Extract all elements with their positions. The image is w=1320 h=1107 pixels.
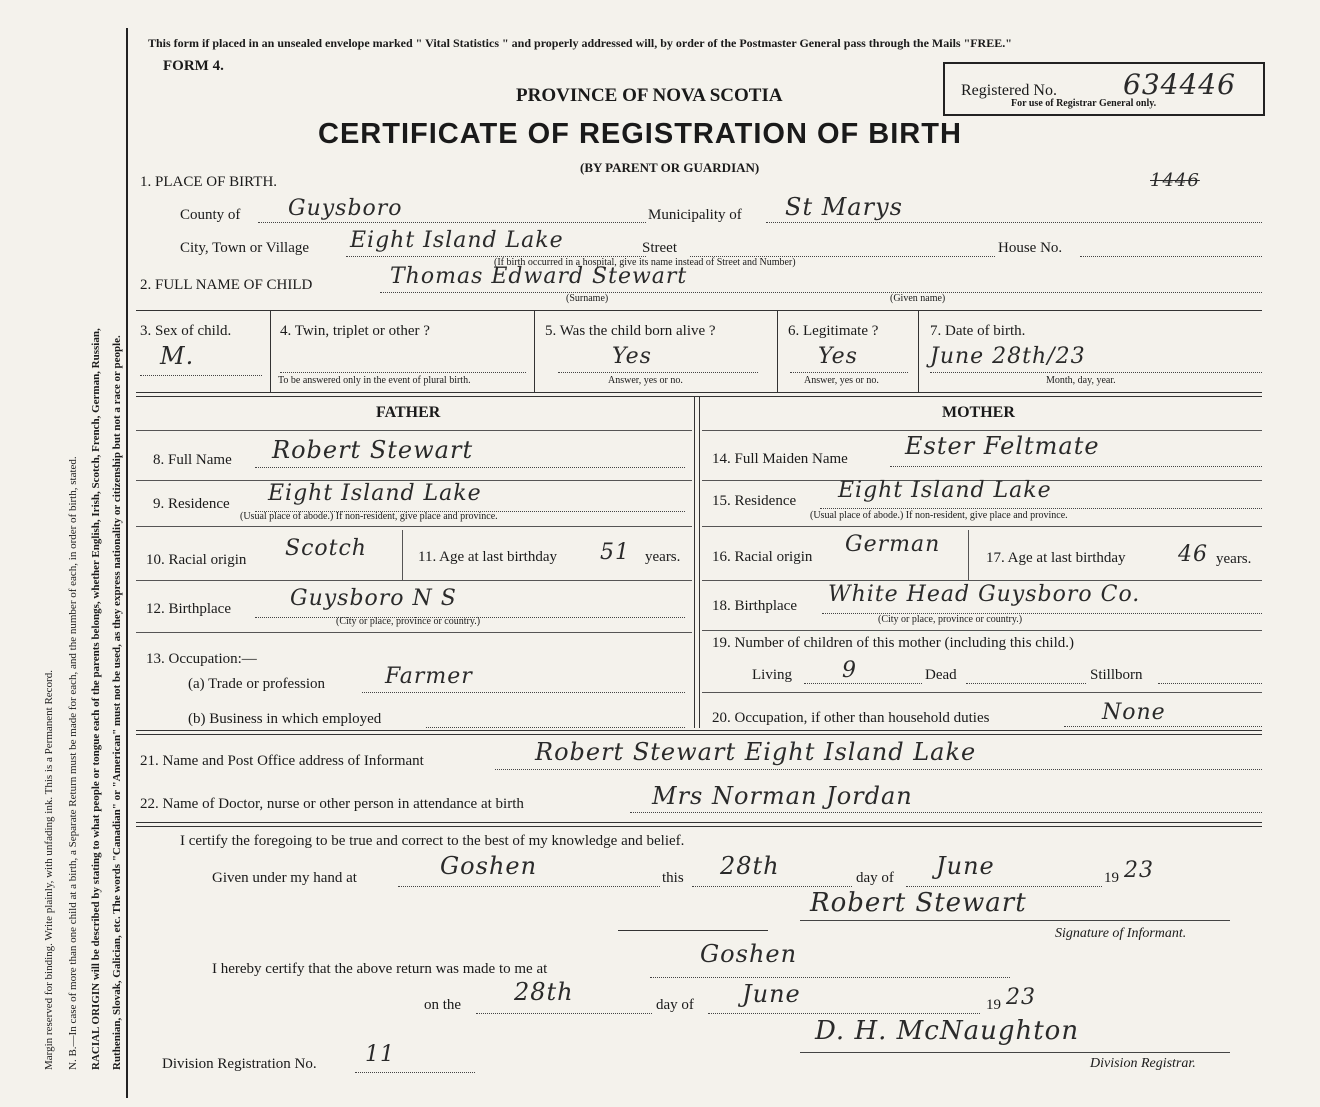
father-birthplace-label: 12. Birthplace (146, 601, 231, 617)
mother-occupation-label: 20. Occupation, if other than household duties (712, 710, 990, 726)
county-value: Guysboro (288, 196, 403, 221)
margin-note-1: Margin reserved for binding. Write plainly, with unfading ink. This is a Permanent Record. (43, 670, 55, 1070)
page-title: CERTIFICATE OF REGISTRATION OF BIRTH (318, 118, 962, 150)
registrar-day-value: 28th (514, 978, 574, 1006)
father-residence-value: Eight Island Lake (268, 481, 482, 506)
mother-residence-value: Eight Island Lake (838, 478, 1052, 503)
local-number: 1446 (1150, 170, 1200, 191)
doctor-value: Mrs Norman Jordan (652, 782, 913, 810)
municipality-label: Municipality of (648, 207, 742, 223)
child-name-value: Thomas Edward Stewart (390, 264, 688, 289)
registrar-signature: D. H. McNaughton (815, 1016, 1080, 1046)
given-note: (Given name) (890, 293, 946, 304)
page-subtitle: (BY PARENT OR GUARDIAN) (580, 160, 760, 175)
mother-birthplace-note: (City or place, province or country.) (878, 614, 1023, 625)
mother-age-label: 17. Age at last birthday (986, 550, 1126, 566)
given-place-value: Goshen (440, 852, 538, 880)
informant-signature-label: Signature of Informant. (1055, 926, 1187, 941)
dead-label: Dead (925, 667, 957, 683)
legitimate-label: 6. Legitimate ? (788, 323, 879, 339)
municipality-value: St Marys (785, 193, 903, 221)
mother-years: years. (1216, 551, 1252, 567)
sex-value: M. (160, 342, 195, 370)
registrar-place-value: Goshen (700, 940, 798, 968)
mother-residence-note: (Usual place of abode.) If non-resident, give place and province. (810, 510, 1068, 521)
place-of-birth-label: 1. PLACE OF BIRTH. (140, 174, 278, 190)
hospital-note: (If birth occurred in a hospital, give its name instead of Street and Number) (494, 257, 796, 268)
father-occupation-label: 13. Occupation:— (146, 651, 257, 667)
informant-label: 21. Name and Post Office address of Informant (140, 753, 424, 769)
father-name-label: 8. Full Name (153, 452, 232, 468)
division-registrar-label: Division Registrar. (1090, 1056, 1196, 1071)
division-reg-value: 11 (365, 1042, 395, 1067)
father-birthplace-value: Guysboro N S (290, 586, 457, 611)
margin-note-4: Ruthenian, Slovak, Galician, etc. The words "Canadian" or "American" must not be used, as they express nationality or citizenship but not a race or people. (111, 335, 123, 1070)
mother-birthplace-value: White Head Guysboro Co. (828, 582, 1141, 607)
stillborn-label: Stillborn (1090, 667, 1143, 683)
mother-age-value: 46 (1178, 542, 1208, 567)
mother-occupation-value: None (1102, 700, 1166, 725)
this-label: this (662, 870, 684, 886)
mail-notice: This form if placed in an unsealed envelope marked " Vital Statistics " and properly addressed will, by order of the Postmaster General pass through the Mails "FREE." (148, 36, 1012, 50)
dob-note: Month, day, year. (1046, 375, 1116, 386)
registrar-note: For use of Registrar General only. (1011, 98, 1157, 109)
trade-value: Farmer (385, 664, 473, 689)
mother-racial-value: German (845, 532, 941, 557)
mother-heading: MOTHER (942, 404, 1015, 421)
twin-label: 4. Twin, triplet or other ? (280, 323, 430, 339)
dob-label: 7. Date of birth. (930, 323, 1026, 339)
business-label: (b) Business in which employed (188, 711, 382, 727)
form-number: FORM 4. (163, 58, 224, 74)
trade-label: (a) Trade or profession (188, 676, 326, 692)
informant-signature: Robert Stewart (810, 888, 1027, 918)
mother-racial-label: 16. Racial origin (712, 549, 813, 565)
legitimate-value: Yes (818, 344, 858, 369)
certify-statement: I certify the foregoing to be true and correct to the best of my knowledge and belief. (180, 833, 685, 849)
registered-box (943, 62, 1265, 116)
sex-label: 3. Sex of child. (140, 323, 232, 339)
father-birthplace-note: (City or place, province or country.) (336, 616, 481, 627)
father-residence-note: (Usual place of abode.) If non-resident, give place and province. (240, 511, 498, 522)
division-reg-label: Division Registration No. (162, 1056, 317, 1072)
registered-number: 634446 (1123, 68, 1236, 101)
twin-note: To be answered only in the event of plural birth. (278, 375, 471, 386)
registrar-year-prefix: 19 (986, 997, 1001, 1013)
given-label: Given under my hand at (212, 870, 357, 886)
father-age-value: 51 (600, 540, 630, 565)
father-name-value: Robert Stewart (272, 436, 474, 464)
father-residence-label: 9. Residence (153, 496, 230, 512)
father-years: years. (645, 549, 681, 565)
given-year-value: 23 (1124, 858, 1154, 883)
street-label: Street (642, 240, 677, 256)
margin-note-3: RACIAL ORIGIN will be described by stating to what people or tongue each of the parents belongs, whether English, Irish, Scotch, French, German, Russian, (90, 328, 102, 1070)
given-day-value: 28th (720, 852, 780, 880)
informant-value: Robert Stewart Eight Island Lake (535, 738, 977, 766)
registrar-month-value: June (742, 980, 801, 1008)
registered-label: Registered No. (961, 82, 1057, 99)
registrar-day-of-label: day of (656, 997, 694, 1013)
surname-note: (Surname) (566, 293, 609, 304)
county-label: County of (180, 207, 241, 223)
given-year-prefix: 19 (1104, 870, 1119, 886)
father-racial-label: 10. Racial origin (146, 552, 247, 568)
child-name-label: 2. FULL NAME OF CHILD (140, 277, 313, 293)
margin-border (126, 28, 128, 1098)
given-month-value: June (936, 852, 995, 880)
legitimate-note: Answer, yes or no. (804, 375, 879, 386)
mother-birthplace-label: 18. Birthplace (712, 598, 797, 614)
alive-label: 5. Was the child born alive ? (545, 323, 716, 339)
father-racial-value: Scotch (285, 536, 367, 561)
living-label: Living (752, 667, 792, 683)
dob-value: June 28th/23 (930, 344, 1086, 369)
city-label: City, Town or Village (180, 240, 310, 256)
father-age-label: 11. Age at last birthday (418, 549, 557, 565)
living-value: 9 (842, 658, 857, 683)
given-day-of-label: day of (856, 870, 894, 886)
mother-name-label: 14. Full Maiden Name (712, 451, 848, 467)
registrar-statement: I hereby certify that the above return was made to me at (212, 961, 548, 977)
mother-name-value: Ester Feltmate (905, 432, 1100, 460)
alive-note: Answer, yes or no. (608, 375, 683, 386)
city-value: Eight Island Lake (350, 228, 564, 253)
margin-note-2: N. B.—In case of more than one child at a birth, a Separate Return must be made for each, and the number of each, in order of birth, stated. (67, 456, 79, 1070)
father-heading: FATHER (376, 404, 441, 421)
alive-value: Yes (612, 344, 652, 369)
on-the-label: on the (424, 997, 462, 1013)
mother-residence-label: 15. Residence (712, 493, 797, 509)
doctor-label: 22. Name of Doctor, nurse or other person in attendance at birth (140, 796, 524, 812)
house-label: House No. (998, 240, 1063, 256)
children-count-label: 19. Number of children of this mother (including this child.) (712, 635, 1075, 651)
province-title: PROVINCE OF NOVA SCOTIA (516, 85, 783, 106)
registrar-year-value: 23 (1006, 985, 1036, 1010)
